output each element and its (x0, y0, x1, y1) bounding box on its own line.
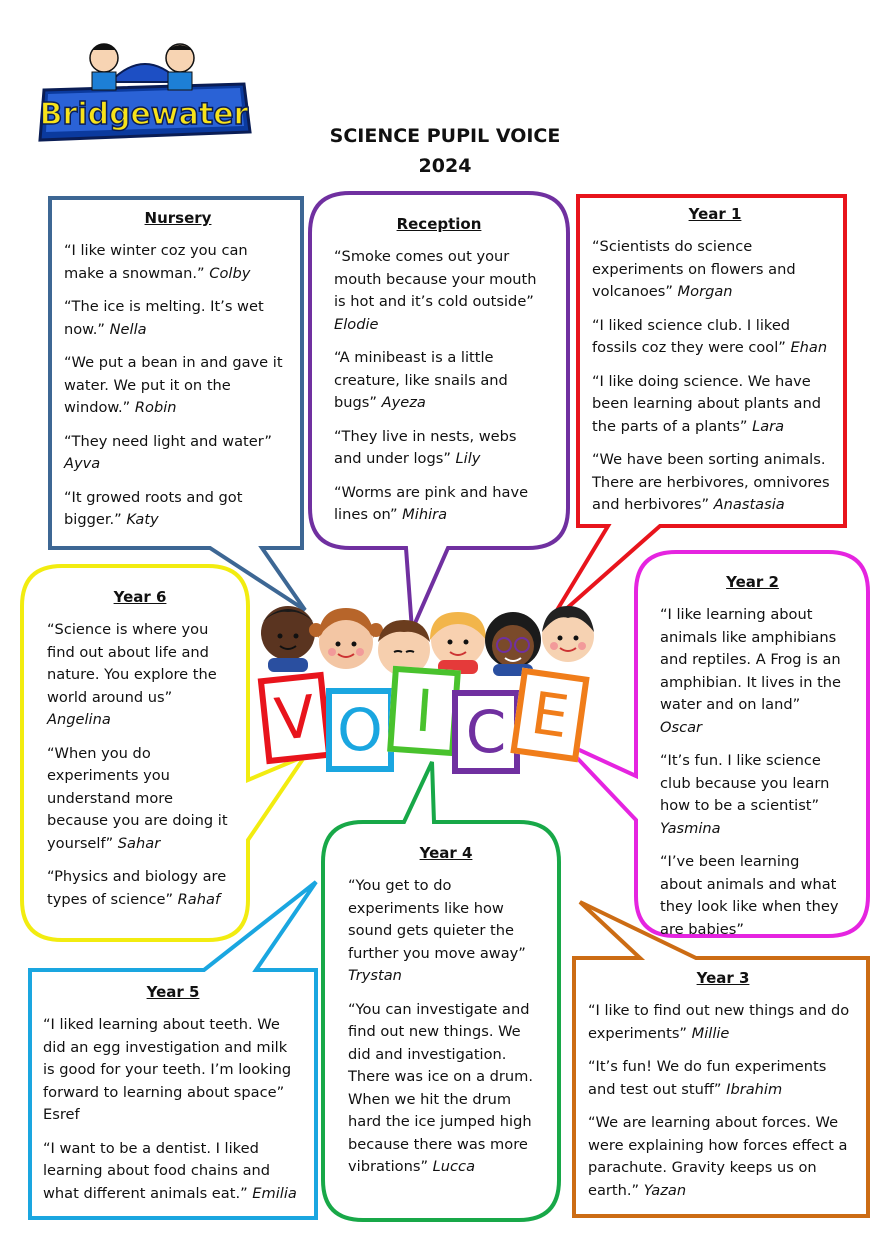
children-illustration (261, 606, 594, 676)
voice-letter-e: E (510, 668, 589, 763)
pupil-name: Robin (134, 399, 177, 416)
year4-section (348, 843, 544, 1179)
pupil-name: Lily (455, 450, 481, 467)
quote-text: “The ice is melting. It’s wet now.” (64, 298, 264, 338)
pupil-quote (64, 487, 292, 532)
pupil-quote (64, 240, 292, 285)
year6-quotes (47, 619, 233, 911)
quote-text: “It’s fun. I like science club because you learn how to be a scientist” (660, 752, 830, 814)
pupil-name: Sahar (117, 834, 161, 852)
pupil-quote (47, 743, 233, 856)
year2-section (660, 572, 845, 941)
quote-text: “They live in nests, webs and under logs” (334, 427, 517, 467)
quote-text: “I like doing science. We have been learning about plants and the parts of a plants” (592, 372, 821, 435)
pupil-name: Colby (209, 264, 251, 282)
pupil-quote (43, 1138, 303, 1206)
nursery-heading: Nursery (144, 209, 212, 227)
quote-text: “I’ve been learning about animals and what they look like when they are babies” (660, 853, 839, 938)
page-title: SCIENCE PUPIL VOICE (329, 124, 561, 147)
pupil-name: Yasmina (660, 819, 721, 837)
quote-text: “I want to be a dentist. I liked learning about food chains and what different animals eat.” (43, 1139, 271, 1202)
quote-text: “Science is where you find out about life and nature. You explore the world around us” (47, 621, 217, 706)
quote-text: “You can investigate and find out new things. We did and investigation. There was ice on a drum. When we hit the drum hard the ice jumped high because there was more vibrations” (348, 1000, 534, 1175)
quote-text: “I like winter coz you can make a snowman.” (64, 242, 248, 282)
pupil-name: Oscar (660, 718, 703, 736)
pupil-quote (47, 866, 233, 911)
pupil-quote (64, 431, 292, 476)
pupil-quote (64, 352, 292, 420)
year5-section (43, 982, 303, 1205)
pupil-name: Ayva (64, 455, 101, 472)
pupil-name: Morgan (677, 283, 733, 300)
quote-text: “We put a bean in and gave it water. We put it on the window.” (64, 354, 283, 416)
quote-text: “Physics and biology are types of science” (47, 868, 227, 908)
pupil-quote (64, 296, 292, 341)
pupil-quote (592, 449, 838, 517)
pupil-quote (660, 604, 845, 739)
pupil-name: Nella (109, 320, 147, 338)
pupil-quote (588, 1112, 858, 1202)
quote-text: “It growed roots and got bigger.” (64, 488, 243, 528)
quote-text: “Smoke comes out your mouth because your mouth is hot and it’s cold outside” (334, 248, 537, 310)
year4-heading: Year 4 (419, 844, 473, 862)
voice-letter-c: C (452, 690, 520, 774)
voice-letter-o: O (326, 688, 394, 772)
reception-heading: Reception (396, 215, 482, 233)
pupil-name: Rahaf (177, 890, 221, 908)
pupil-quote (660, 750, 845, 840)
pupil-quote (588, 1056, 858, 1101)
year1-quotes (592, 236, 838, 517)
year2-quotes (660, 604, 845, 941)
pupil-name: Ibrahim (726, 1080, 783, 1098)
quote-text: “I liked science club. I liked fossils coz they were cool” (592, 316, 791, 356)
bridgewater-logo (40, 44, 250, 140)
pupil-name: Yazan (643, 1181, 687, 1199)
pupil-name: Lucca (432, 1158, 476, 1175)
nursery-quotes (64, 240, 292, 532)
pupil-quote (43, 1014, 303, 1127)
year3-heading: Year 3 (696, 969, 750, 987)
year1-section (592, 204, 838, 517)
year3-section (588, 968, 858, 1202)
page-year: 2024 (418, 155, 472, 177)
year6-heading: Year 6 (113, 588, 167, 606)
reception-section (334, 214, 544, 527)
year3-quotes (588, 1000, 858, 1202)
year4-quotes (348, 875, 544, 1179)
nursery-section (64, 208, 292, 532)
pupil-quote (334, 347, 544, 415)
pupil-quote (592, 236, 838, 304)
year1-heading: Year 1 (688, 205, 742, 223)
year5-quotes (43, 1014, 303, 1205)
pupil-name: Millie (691, 1024, 730, 1042)
pupil-quote (334, 426, 544, 471)
quote-text: “I like learning about animals like amphibians and reptiles. A Frog is an amphibian. It lives in the water and on land” (660, 606, 842, 713)
pupil-quote (660, 851, 845, 941)
voice-letter-i: I (387, 666, 461, 757)
reception-quotes (334, 246, 544, 527)
pupil-name: Katy (126, 511, 159, 528)
quote-text: “Scientists do science experiments on flowers and volcanoes” (592, 238, 796, 300)
pupil-name: Emilia (252, 1184, 297, 1202)
pupil-name: Ehan (790, 339, 828, 356)
pupil-name: Trystan (348, 967, 402, 984)
pupil-quote (588, 1000, 858, 1045)
pupil-quote (334, 482, 544, 527)
quote-text: “They need light and water” (64, 432, 272, 450)
pupil-name: Angelina (47, 711, 111, 728)
pupil-name: Mihira (402, 506, 448, 523)
logo-wordmark: Bridgewater (39, 97, 249, 132)
pupil-quote (592, 371, 838, 439)
pupil-name: Anastasia (713, 496, 785, 513)
pupil-quote (348, 999, 544, 1179)
pupil-quote (47, 619, 233, 732)
pupil-quote (348, 875, 544, 988)
quote-text: “Worms are pink and have lines on” (334, 483, 529, 523)
year6-section (47, 587, 233, 911)
quote-text: “We have been sorting animals. There are herbivores, omnivores and herbivores” (592, 451, 830, 513)
voice-letter-v: V (258, 672, 333, 764)
quote-text: “When you do experiments you understand more because you are doing it yourself” (47, 744, 228, 852)
quote-text: “I liked learning about teeth. We did an egg investigation and milk is good for your teeth. I’m looking forward to learning about space” Esref (43, 1016, 292, 1123)
pupil-quote (592, 315, 838, 360)
pupil-name: Elodie (334, 315, 379, 333)
quote-text: “It’s fun! We do fun experiments and test out stuff” (588, 1058, 827, 1098)
pupil-name: Lara (752, 417, 785, 435)
year2-heading: Year 2 (726, 573, 779, 591)
quote-text: “You get to do experiments like how sound gets quieter the further you move away” (348, 877, 526, 962)
quote-text: “I like to find out new things and do experiments” (588, 1002, 850, 1042)
year5-heading: Year 5 (146, 983, 200, 1001)
quote-text: “A minibeast is a little creature, like snails and bugs” (334, 349, 508, 411)
pupil-quote (334, 246, 544, 336)
pupil-name: Ayeza (381, 394, 426, 411)
quote-text: “We are learning about forces. We were explaining how forces effect a parachute. Gravity keeps us on earth.” (588, 1114, 848, 1199)
